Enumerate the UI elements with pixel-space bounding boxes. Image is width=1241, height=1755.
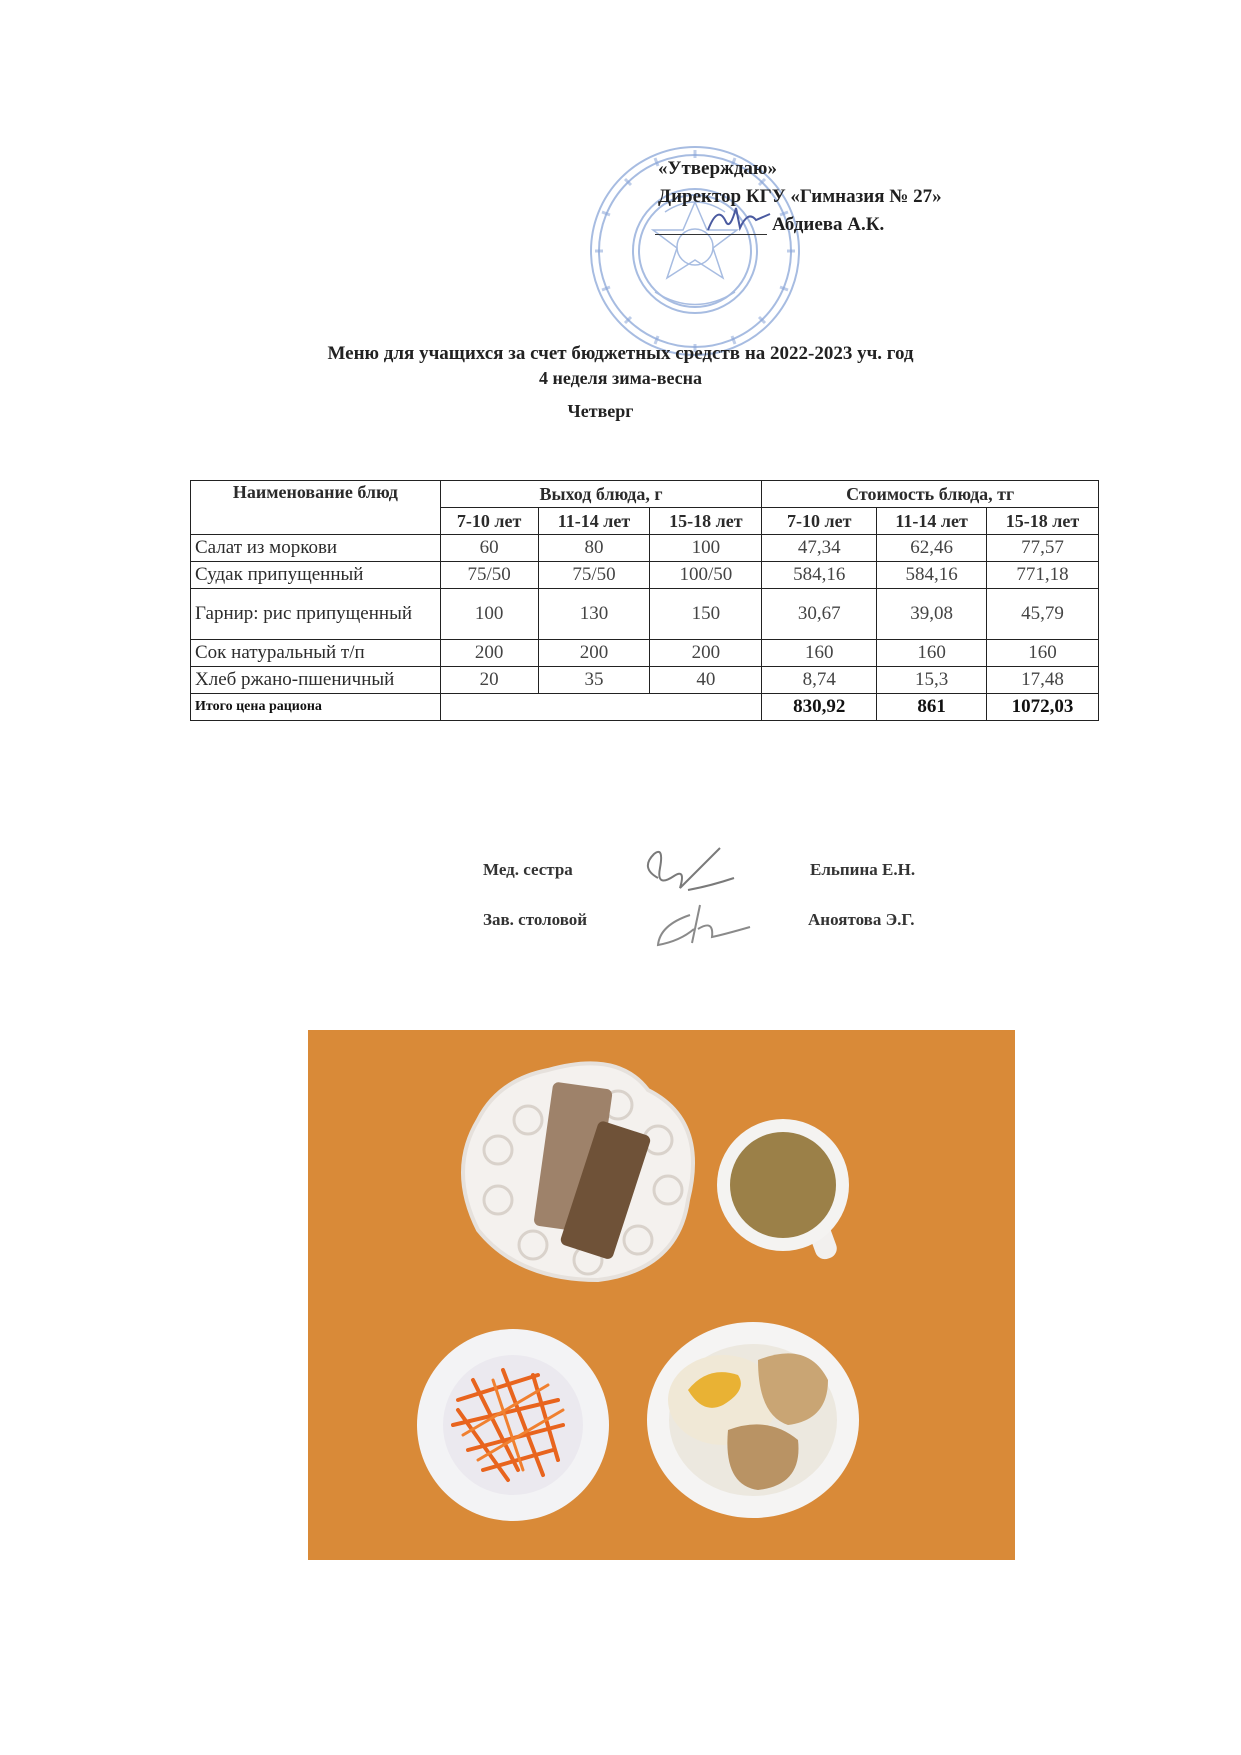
- total-value: 830,92: [762, 694, 877, 721]
- cost-value: 8,74: [762, 667, 877, 694]
- header-cost-age-1: 7-10 лет: [762, 508, 877, 535]
- yield-value: 80: [538, 535, 650, 562]
- nurse-name: Ельпина Е.Н.: [810, 860, 916, 879]
- total-row: [191, 694, 1099, 721]
- header-cost: Стоимость блюда, тг: [762, 481, 1099, 508]
- dish-name: Хлеб ржано-пшеничный: [191, 667, 441, 694]
- dish-name: Сок натуральный т/п: [191, 640, 441, 667]
- cost-value: 15,3: [877, 667, 987, 694]
- yield-value: 35: [538, 667, 650, 694]
- table-row: [191, 562, 1099, 589]
- cost-value: 39,08: [877, 589, 987, 640]
- cost-value: 30,67: [762, 589, 877, 640]
- dish-name: Салат из моркови: [191, 535, 441, 562]
- carrot-salad-plate: [417, 1329, 609, 1521]
- director-position: Директор КГУ «Гимназия № 27»: [658, 186, 942, 207]
- table-row: [191, 640, 1099, 667]
- yield-value: 200: [538, 640, 650, 667]
- total-value: 1072,03: [987, 694, 1099, 721]
- canteen-role: Зав. столовой: [483, 910, 588, 929]
- cost-value: 584,16: [877, 562, 987, 589]
- dish-name: Судак припущенный: [191, 562, 441, 589]
- menu-table: [190, 480, 1099, 721]
- yield-value: 75/50: [538, 562, 650, 589]
- cost-value: 62,46: [877, 535, 987, 562]
- table-row: [191, 535, 1099, 562]
- yield-value: 60: [440, 535, 538, 562]
- meal-photo: [308, 1030, 1015, 1560]
- cost-value: 160: [877, 640, 987, 667]
- total-empty-cell: [440, 694, 762, 721]
- yield-value: 150: [650, 589, 762, 640]
- nurse-role: Мед. сестра: [483, 860, 573, 879]
- menu-title: Меню для учащихся за счет бюджетных средств на 2022-2023 уч. год: [327, 343, 914, 364]
- cost-value: 160: [987, 640, 1099, 667]
- header-yield-age-1: 7-10 лет: [440, 508, 538, 535]
- header-dish-name: Наименование блюд: [191, 481, 441, 535]
- menu-day: Четверг: [567, 401, 634, 421]
- cost-value: 160: [762, 640, 877, 667]
- table-row: [191, 589, 1099, 640]
- yield-value: 200: [440, 640, 538, 667]
- director-signature: [700, 200, 780, 236]
- yield-value: 130: [538, 589, 650, 640]
- table-row: [191, 667, 1099, 694]
- header-yield-age-2: 11-14 лет: [538, 508, 650, 535]
- bread-basket: [463, 1063, 693, 1280]
- approve-heading: «Утверждаю»: [658, 158, 777, 179]
- cost-value: 584,16: [762, 562, 877, 589]
- director-name: Абдиева А.К.: [772, 214, 885, 235]
- canteen-signature: [650, 895, 760, 955]
- yield-value: 75/50: [440, 562, 538, 589]
- header-cost-age-3: 15-18 лет: [987, 508, 1099, 535]
- header-cost-age-2: 11-14 лет: [877, 508, 987, 535]
- header-yield: Выход блюда, г: [440, 481, 762, 508]
- cost-value: 17,48: [987, 667, 1099, 694]
- cost-value: 771,18: [987, 562, 1099, 589]
- yield-value: 20: [440, 667, 538, 694]
- dish-name: Гарнир: рис припущенный: [191, 589, 441, 640]
- total-value: 861: [877, 694, 987, 721]
- cost-value: 45,79: [987, 589, 1099, 640]
- yield-value: 100/50: [650, 562, 762, 589]
- yield-value: 200: [650, 640, 762, 667]
- total-label: Итого цена рациона: [191, 694, 441, 721]
- menu-week: 4 неделя зима-весна: [538, 368, 703, 388]
- header-yield-age-3: 15-18 лет: [650, 508, 762, 535]
- yield-value: 40: [650, 667, 762, 694]
- cost-value: 77,57: [987, 535, 1099, 562]
- yield-value: 100: [650, 535, 762, 562]
- cost-value: 47,34: [762, 535, 877, 562]
- canteen-name: Аноятова Э.Г.: [808, 910, 915, 929]
- fish-rice-plate: [647, 1322, 859, 1518]
- yield-value: 100: [440, 589, 538, 640]
